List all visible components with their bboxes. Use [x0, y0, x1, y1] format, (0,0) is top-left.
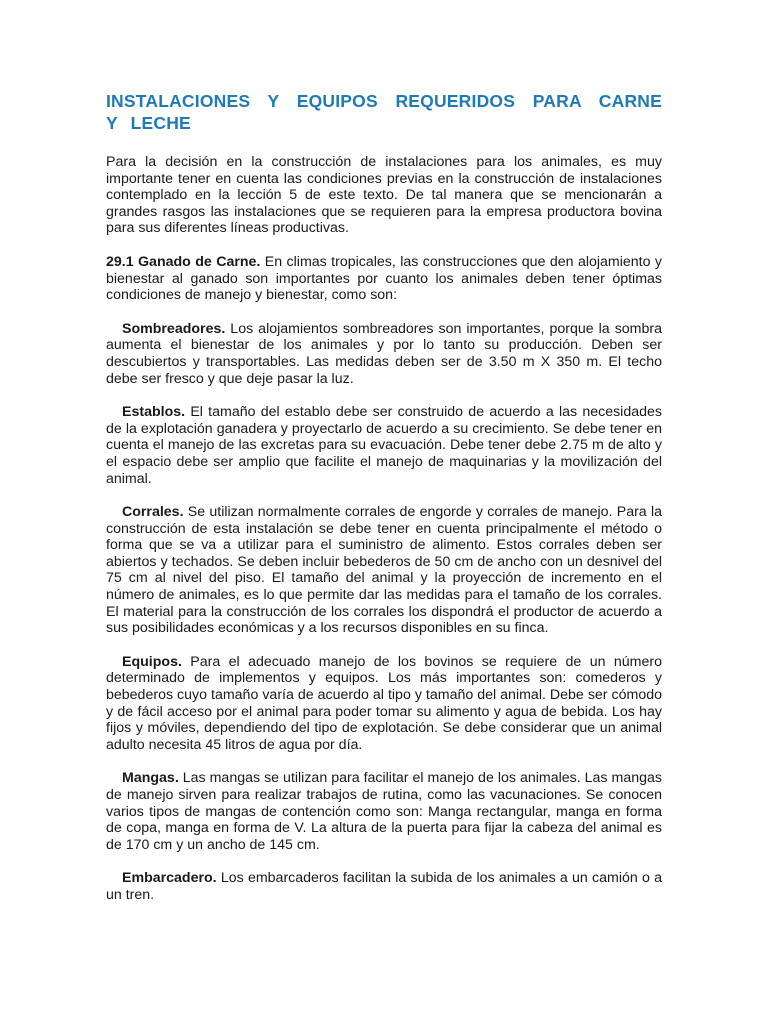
embarcadero-text: Los embarcaderos facilitan la subida de los animales a un camión o a un tren.: [106, 870, 662, 903]
paragraph-equipos: [106, 654, 662, 754]
section-ganado-carne: [106, 254, 662, 304]
equipos-heading: Equipos.: [122, 653, 182, 670]
paragraph-sombreadores: [106, 321, 662, 387]
embarcadero-heading: Embarcadero.: [122, 870, 217, 887]
corrales-text: Se utilizan normalmente corrales de engorde y corrales de manejo. Para la construcción de esta instalación se debe tener en cuenta principalmente el método o forma que se va a utilizar para el suministro de alimento. Estos corrales deben ser abiertos y techados. Se deben incluir bebederos de 50 cm de ancho con un desnivel del 75 cm al nivel del piso. El tamaño del animal y la proyección de incremento en el número de animales, es lo que permite dar las medidas para el tamaño de los corrales. El material para la construcción de los corrales los dispondrá el productor de acuerdo a sus posibilidades económicas y a los recursos disponibles en su finca.: [106, 504, 662, 637]
section-ganado-carne-heading: 29.1 Ganado de Carne.: [106, 253, 261, 270]
establos-heading: Establos.: [122, 404, 186, 421]
corrales-heading: Corrales.: [122, 504, 184, 521]
sombreadores-heading: Sombreadores.: [122, 320, 226, 337]
paragraph-embarcadero: [106, 870, 662, 903]
mangas-heading: Mangas.: [122, 770, 179, 787]
paragraph-mangas: [106, 770, 662, 853]
document-page: [106, 90, 662, 921]
section-ganado-carne-text: En climas tropicales, las construcciones que den alojamiento y bienestar al ganado son importantes por cuanto los animales deben tener óptimas condiciones de manejo y bienestar, como son:: [106, 253, 663, 304]
intro-paragraph: [106, 154, 662, 237]
document-title: INSTALACIONES Y EQUIPOS REQUERIDOS PARA CARNE Y LECHE: [106, 91, 662, 133]
equipos-text: Para el adecuado manejo de los bovinos se requiere de un número determinado de implementos y equipos. Los más importantes son: comederos y bebederos cuyo tamaño varía de acuerdo al tipo y tamaño del animal. Debe ser cómodo y de fácil acceso por el animal para poder tomar su alimento y agua de bebida. Los hay fijos y móviles, dependiendo del tipo de explotación. Se debe considerar que un animal adulto necesita 45 litros de agua por día.: [106, 653, 662, 753]
paragraph-establos: [106, 404, 662, 487]
intro-paragraph-text: Para la decisión en la construcción de instalaciones para los animales, es muy importante tener en cuenta las condiciones previas en la construcción de instalaciones contemplado en la lección 5 de este texto. De tal manera que se mencionarán a grandes rasgos las instalaciones que se requieren para la empresa productora bovina para sus diferentes líneas productivas.: [106, 154, 662, 237]
mangas-text: Las mangas se utilizan para facilitar el manejo de los animales. Las mangas de manejo sirven para realizar trabajos de rutina, como las vacunaciones. Se conocen varios tipos de mangas de contención como son: Manga rectangular, manga en forma de copa, manga en forma de V. La altura de la puerta para fijar la cabeza del animal es de 170 cm y un ancho de 145 cm.: [106, 770, 662, 853]
sombreadores-text: Los alojamientos sombreadores son importantes, porque la sombra aumenta el bienestar de los animales y por lo tanto su producción. Deben ser descubiertos y transportables. Las medidas deben ser de 3.50 m X 350 m. El techo debe ser fresco y que deje pasar la luz.: [106, 320, 662, 387]
establos-text: El tamaño del establo debe ser construido de acuerdo a las necesidades de la explotación ganadera y proyectarlo de acuerdo a su crecimiento. Se debe tener en cuenta el manejo de las excretas para su evacuación. Debe tener debe 2.75 m de alto y el espacio debe ser amplio que facilite el manejo de maquinarias y la movilización del animal.: [106, 404, 662, 487]
paragraph-corrales: [106, 504, 662, 637]
